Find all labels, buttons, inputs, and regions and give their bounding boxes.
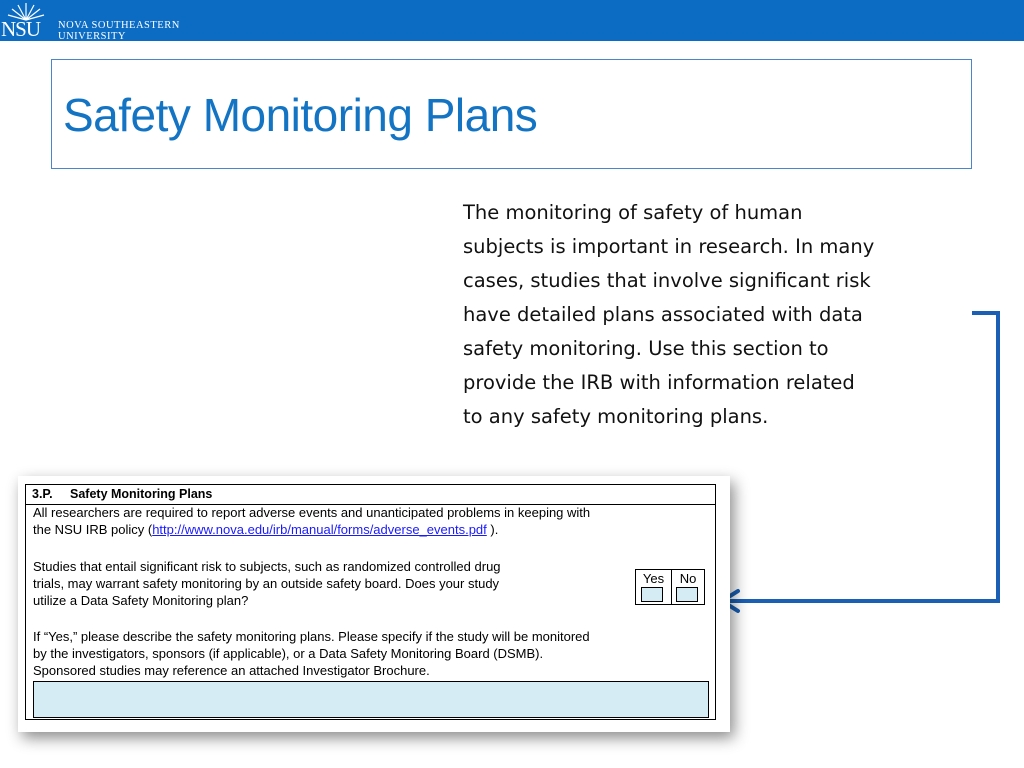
body-line: safety monitoring. Use this section to bbox=[463, 337, 829, 360]
form-text-line: Sponsored studies may reference an attached Investigator Brochure. bbox=[33, 663, 430, 678]
no-label: No bbox=[679, 571, 697, 586]
body-line: subjects is important in research. In many bbox=[463, 235, 875, 258]
body-line: The monitoring of safety of human bbox=[463, 201, 803, 224]
yes-label: Yes bbox=[642, 571, 665, 586]
safety-plan-description-field[interactable] bbox=[33, 681, 709, 718]
logo-mark: NSU bbox=[1, 17, 41, 41]
header-bar bbox=[0, 0, 1024, 41]
section-title: Safety Monitoring Plans bbox=[70, 487, 213, 501]
no-option bbox=[672, 570, 704, 604]
adverse-events-policy-link[interactable]: http://www.nova.edu/irb/manual/forms/adverse_events.pdf bbox=[152, 522, 487, 537]
logo-text-line1: NOVA SOUTHEASTERN bbox=[58, 20, 180, 31]
body-line: to any safety monitoring plans. bbox=[463, 405, 769, 428]
title-box bbox=[51, 59, 972, 169]
irb-form-section bbox=[25, 484, 716, 720]
policy-text-prefix: the NSU IRB policy ( bbox=[33, 522, 153, 537]
form-section-header bbox=[26, 485, 715, 505]
body-line: cases, studies that involve significant risk bbox=[463, 269, 871, 292]
yes-no-selector bbox=[635, 569, 705, 605]
no-checkbox[interactable] bbox=[676, 587, 698, 602]
form-text-line: by the investigators, sponsors (if applicable), or a Data Safety Monitoring Board (DSMB). bbox=[33, 646, 544, 661]
form-text-line bbox=[33, 522, 498, 538]
form-text-line: If “Yes,” please describe the safety monitoring plans. Please specify if the study will be monitored bbox=[33, 629, 590, 644]
body-line: have detailed plans associated with data bbox=[463, 303, 863, 326]
form-text-line: All researchers are required to report adverse events and unanticipated problems in keeping with bbox=[33, 505, 591, 520]
section-number: 3.P. bbox=[32, 487, 53, 501]
slide-title: Safety Monitoring Plans bbox=[63, 89, 538, 141]
form-text-line: trials, may warrant safety monitoring by an outside safety board. Does your study bbox=[33, 576, 500, 591]
form-text-line: utilize a Data Safety Monitoring plan? bbox=[33, 593, 249, 608]
logo-text-line2: UNIVERSITY bbox=[58, 31, 126, 42]
yes-option bbox=[636, 570, 672, 604]
yes-checkbox[interactable] bbox=[641, 587, 663, 602]
nsu-logo bbox=[0, 0, 210, 41]
body-line: provide the IRB with information related bbox=[463, 371, 855, 394]
policy-text-suffix: ). bbox=[486, 522, 499, 537]
form-text-line: Studies that entail significant risk to subjects, such as randomized controlled drug bbox=[33, 559, 501, 574]
bracket-arrow-icon bbox=[710, 305, 1010, 615]
